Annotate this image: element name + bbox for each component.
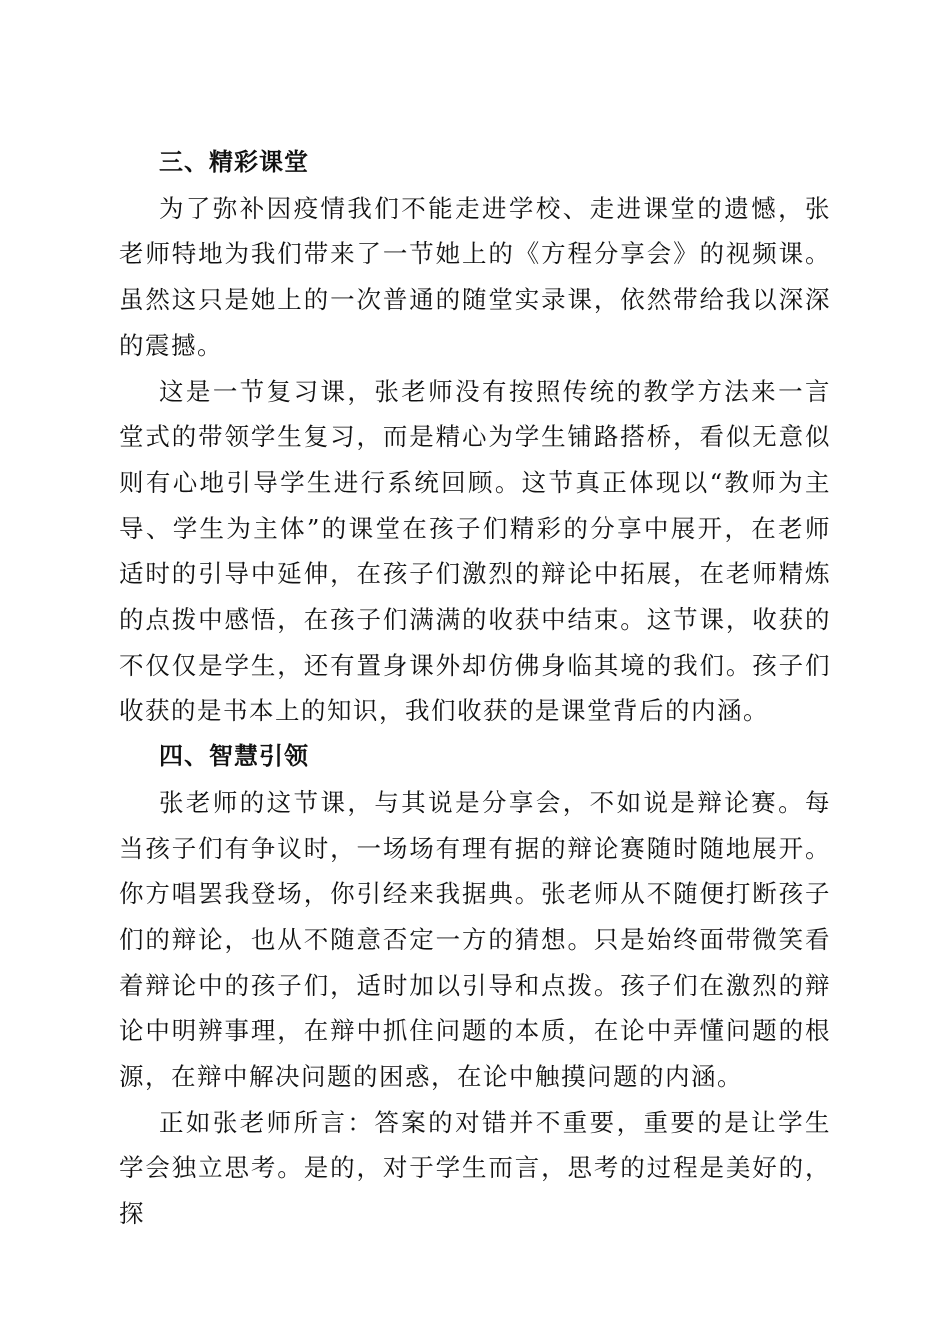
section-heading: 四、智慧引领 [159, 742, 309, 771]
section-heading: 三、精彩课堂 [159, 148, 309, 176]
paragraph: 为了弥补因疫情我们不能走进学校、走进课堂的遗憾，张老师特地为我们带来了一节她上的《方程分享会》的视频课。虽然这只是她上的一次普通的随堂实录课，依然带给我以深深的震撼。 [119, 193, 831, 360]
paragraph: 这是一节复习课，张老师没有按照传统的教学方法来一言堂式的带领学生复习，而是精心为学生铺路搭桥，看似无意似则有心地引导学生进行系统回顾。这节真正体现以“教师为主导、学生为主体”的课堂在孩子们精彩的分享中展开，在老师适时的引导中延伸，在孩子们激烈的辩论中拓展，在老师精炼的点拨中感悟，在孩子们满满的收获中结束。这节课，收获的不仅仅是学生，还有置身课外却仿佛身临其境的我们。孩子们收获的是书本上的知识，我们收获的是课堂背后的内涵。 [119, 376, 831, 726]
paragraph: 张老师的这节课，与其说是分享会，不如说是辩论赛。每当孩子们有争议时，一场场有理有据的辩论赛随时随地展开。你方唱罢我登场，你引经来我据典。张老师从不随便打断孩子们的辩论，也从不随意否定一方的猜想。只是始终面带微笑看着辩论中的孩子们，适时加以引导和点拨。孩子们在激烈的辩论中明辨事理，在辩中抓住问题的本质，在论中弄懂问题的根源，在辩中解决问题的困惑，在论中触摸问题的内涵。 [119, 787, 831, 1092]
paragraph: 正如张老师所言：答案的对错并不重要，重要的是让学生学会独立思考。是的，对于学生而言，思考的过程是美好的，探 [119, 1107, 831, 1229]
document-body [119, 140, 831, 1237]
